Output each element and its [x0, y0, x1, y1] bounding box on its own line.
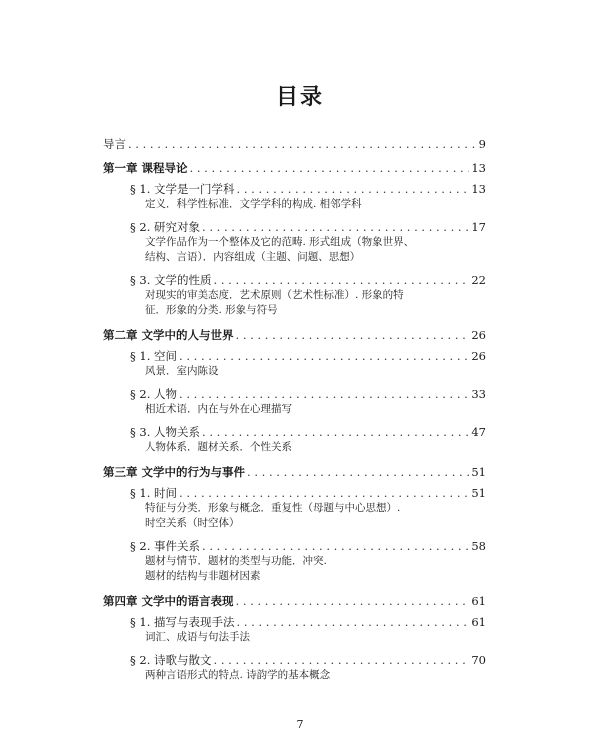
- toc-entry-section-label: § 1. 时间: [130, 486, 178, 500]
- section-description: 征．形象的分类. 形象与符号: [145, 304, 278, 316]
- toc-entry-chapter-page: 26: [471, 328, 486, 342]
- toc-entry-chapter-label: 第三章 文学中的行为与事件: [103, 465, 246, 479]
- dot-leader: [236, 328, 470, 343]
- chapter-block: [103, 328, 486, 455]
- dot-leader: [202, 539, 469, 554]
- toc-entry-chapter[interactable]: [103, 594, 486, 609]
- section-description: 文学作品作为一个整体及它的范畴. 形式组成（物象世界、: [145, 236, 415, 248]
- chapter-block: [103, 465, 486, 584]
- toc-entry-section-page: 58: [471, 539, 486, 553]
- toc-entry-section-page: 13: [471, 182, 486, 196]
- toc-entry-chapter[interactable]: [103, 328, 486, 343]
- toc-entry-section[interactable]: [130, 615, 486, 630]
- toc-entry-section[interactable]: [130, 653, 486, 668]
- dot-leader: [247, 465, 469, 480]
- section-block: [103, 486, 486, 531]
- section-block: [103, 615, 486, 645]
- dot-leader: [179, 387, 469, 402]
- toc-entry-section-label: § 2. 事件关系: [130, 539, 201, 553]
- toc-entry-chapter-page: 51: [471, 465, 486, 479]
- toc-entry-chapter-page: 13: [471, 161, 486, 175]
- toc-entry-section-label: § 2. 人物: [130, 387, 178, 401]
- toc-entry-section-page: 22: [471, 273, 486, 287]
- section-description: 定义．科学性标准．文学学科的构成. 相邻学科: [145, 198, 362, 210]
- dot-leader: [190, 161, 470, 176]
- toc-entry-chapter[interactable]: [103, 161, 486, 176]
- toc-entry-section-label: § 3. 文学的性质: [130, 273, 212, 287]
- page-number: 7: [296, 718, 304, 731]
- toc-entry-section-page: 33: [471, 387, 486, 401]
- toc-entry-chapter-page: 61: [471, 594, 486, 608]
- toc-entry-section-page: 17: [471, 220, 486, 234]
- dot-leader: [179, 486, 469, 501]
- toc-entry-intro-page: 9: [478, 137, 486, 151]
- toc-entry-section[interactable]: [130, 220, 486, 235]
- toc-entry-chapter-label: 第四章 文学中的语言表现: [103, 594, 234, 608]
- dot-leader: [237, 182, 470, 197]
- section-description: 人物体系．题材关系．个性关系: [145, 441, 292, 453]
- dot-leader: [128, 137, 477, 152]
- section-description: 两种言语形式的特点. 诗韵学的基本概念: [145, 669, 331, 681]
- toc-entry-chapter[interactable]: [103, 465, 486, 480]
- toc-entry-section-page: 61: [471, 615, 486, 629]
- toc-entry-section[interactable]: [130, 486, 486, 501]
- toc-entry-section-label: § 2. 研究对象: [130, 220, 201, 234]
- section-description: 风景．室内陈设: [145, 365, 219, 377]
- toc-entry-section-page: 51: [471, 486, 486, 500]
- toc-entry-chapter-label: 第一章 课程导论: [103, 161, 188, 175]
- section-description: 对现实的审美态度．艺术原则（艺术性标准）. 形象的特: [145, 289, 404, 301]
- section-block: [103, 653, 486, 683]
- dot-leader: [179, 349, 469, 364]
- toc-entry-section[interactable]: [130, 539, 486, 554]
- toc-entry-section-label: § 1. 文学是一门学科: [130, 182, 235, 196]
- dot-leader: [202, 220, 469, 235]
- section-description: 题材与情节．题材的类型与功能．冲突.: [145, 555, 327, 567]
- toc-entry-section-page: 47: [471, 425, 486, 439]
- section-block: [103, 349, 486, 379]
- toc-entry-section[interactable]: [130, 273, 486, 288]
- section-block: [103, 425, 486, 455]
- section-description: 题材的结构与非题材因素: [145, 570, 261, 582]
- section-block: [103, 273, 486, 318]
- toc-entry-section-label: § 1. 描写与表现手法: [130, 615, 235, 629]
- toc-entry-intro-label: 导言: [103, 137, 126, 151]
- toc-entry-section-label: § 1. 空间: [130, 349, 178, 363]
- chapter-block: [103, 594, 486, 683]
- section-block: [103, 220, 486, 265]
- chapter-block: [103, 161, 486, 318]
- toc-entry-section-page: 70: [471, 653, 486, 667]
- dot-leader: [214, 653, 470, 668]
- toc-entry-section[interactable]: [130, 182, 486, 197]
- section-block: [103, 539, 486, 584]
- toc-entry-section-label: § 2. 诗歌与散文: [130, 653, 212, 667]
- toc-entry-section[interactable]: [130, 425, 486, 440]
- toc-entry-section[interactable]: [130, 349, 486, 364]
- table-of-contents: [103, 137, 486, 693]
- toc-entry-section[interactable]: [130, 387, 486, 402]
- dot-leader: [237, 615, 470, 630]
- toc-entry-chapter-label: 第二章 文学中的人与世界: [103, 328, 234, 342]
- dot-leader: [214, 273, 470, 288]
- dot-leader: [236, 594, 470, 609]
- toc-entry-intro[interactable]: [103, 137, 486, 152]
- toc-entry-section-label: § 3. 人物关系: [130, 425, 201, 439]
- section-description: 特征与分类．形象与概念．重复性（母题与中心思想）.: [145, 502, 401, 514]
- section-block: [103, 182, 486, 212]
- section-block: [103, 387, 486, 417]
- section-description: 相近术语．内在与外在心理描写: [145, 403, 292, 415]
- section-description: 结构、言语）．内容组成（主题、问题、思想）: [145, 251, 361, 263]
- section-description: 时空关系（时空体）: [145, 517, 240, 529]
- dot-leader: [202, 425, 469, 440]
- page-title: 目录: [275, 85, 324, 110]
- toc-entry-section-page: 26: [471, 349, 486, 363]
- section-description: 词汇、成语与句法手法: [145, 631, 250, 643]
